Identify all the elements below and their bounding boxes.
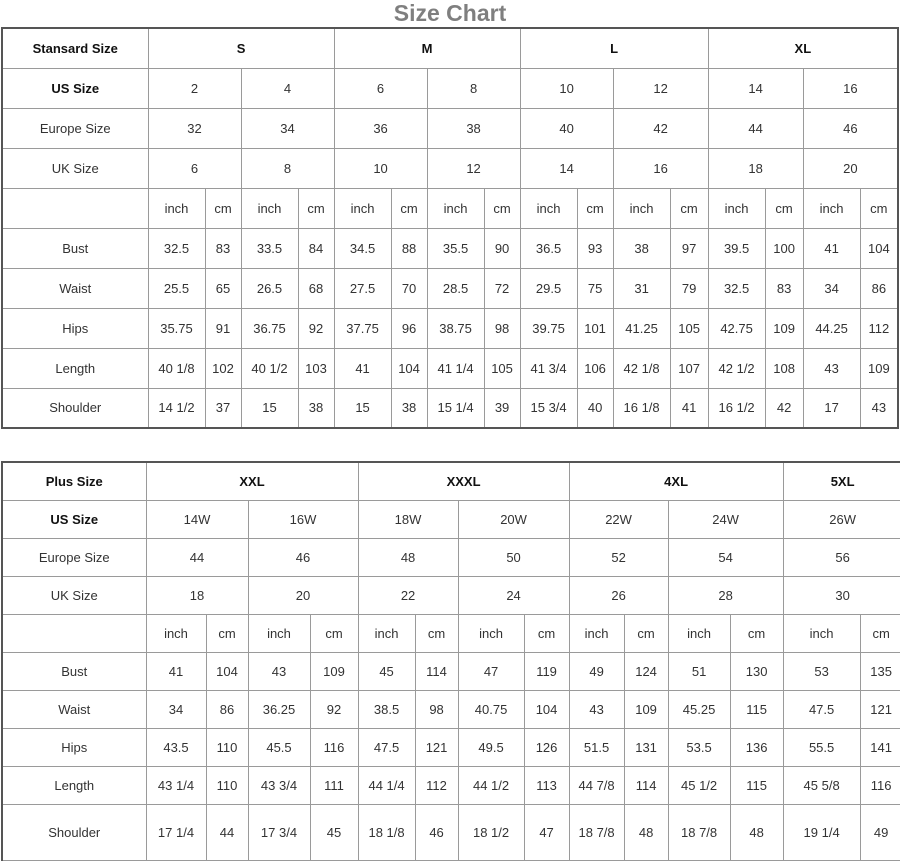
us-size-cell: 4 (241, 68, 334, 108)
europe-size-cell: 34 (241, 108, 334, 148)
size-letter-row (2, 462, 900, 500)
unit-cm-cell: cm (577, 188, 613, 228)
measure-value-cell: 91 (205, 308, 241, 348)
measure-value-cell: 83 (205, 228, 241, 268)
measure-value-cell: 104 (391, 348, 427, 388)
measure-label: Shoulder (2, 804, 146, 860)
us-size-cell: 18W (358, 500, 458, 538)
measure-value-cell: 102 (205, 348, 241, 388)
unit-row (2, 188, 898, 228)
size-letter-cell: XXL (146, 462, 358, 500)
measure-value-cell: 49 (860, 804, 900, 860)
measure-value-cell: 86 (206, 690, 248, 728)
measure-value-cell: 49 (569, 652, 624, 690)
uk-size-cell: 16 (613, 148, 708, 188)
unit-cm-cell: cm (310, 614, 358, 652)
measure-value-cell: 55.5 (783, 728, 860, 766)
measure-value-cell: 68 (298, 268, 334, 308)
unit-cm-cell: cm (205, 188, 241, 228)
measure-value-cell: 16 1/8 (613, 388, 670, 428)
measure-value-cell: 126 (524, 728, 569, 766)
measure-value-cell: 90 (484, 228, 520, 268)
measure-value-cell: 70 (391, 268, 427, 308)
unit-inch-cell: inch (427, 188, 484, 228)
measure-value-cell: 83 (765, 268, 803, 308)
measure-value-cell: 44 7/8 (569, 766, 624, 804)
measure-value-cell: 34 (803, 268, 860, 308)
unit-cm-cell: cm (298, 188, 334, 228)
europe-size-cell: 46 (803, 108, 898, 148)
unit-inch-cell: inch (520, 188, 577, 228)
measure-value-cell: 92 (310, 690, 358, 728)
unit-inch-cell: inch (458, 614, 524, 652)
us-size-row (2, 68, 898, 108)
measure-value-cell: 40.75 (458, 690, 524, 728)
measure-value-cell: 112 (860, 308, 898, 348)
measure-value-cell: 116 (860, 766, 900, 804)
measure-value-cell: 27.5 (334, 268, 391, 308)
unit-cm-cell: cm (624, 614, 668, 652)
measure-value-cell: 121 (415, 728, 458, 766)
europe-size-cell: 42 (613, 108, 708, 148)
europe-size-row (2, 108, 898, 148)
measure-value-cell: 35.5 (427, 228, 484, 268)
standard-size-table (1, 27, 899, 429)
unit-cm-cell: cm (730, 614, 783, 652)
measure-value-cell: 45.25 (668, 690, 730, 728)
size-letter-cell: 4XL (569, 462, 783, 500)
uk-size-cell: 22 (358, 576, 458, 614)
size-letter-cell: S (148, 28, 334, 68)
us-size-row (2, 500, 900, 538)
measure-value-cell: 75 (577, 268, 613, 308)
measure-value-cell: 44.25 (803, 308, 860, 348)
europe-size-label: Europe Size (2, 538, 146, 576)
europe-size-cell: 36 (334, 108, 427, 148)
measure-value-cell: 35.75 (148, 308, 205, 348)
measure-value-cell: 34 (146, 690, 206, 728)
measure-value-cell: 43 (569, 690, 624, 728)
measure-row-waist (2, 690, 900, 728)
europe-size-cell: 32 (148, 108, 241, 148)
unit-cm-cell: cm (415, 614, 458, 652)
uk-size-cell: 26 (569, 576, 668, 614)
measure-value-cell: 124 (624, 652, 668, 690)
measure-value-cell: 45 (358, 652, 415, 690)
uk-size-cell: 6 (148, 148, 241, 188)
measure-value-cell: 109 (765, 308, 803, 348)
measure-label: Hips (2, 728, 146, 766)
measure-label: Length (2, 348, 148, 388)
measure-label: Bust (2, 652, 146, 690)
measure-value-cell: 38 (613, 228, 670, 268)
europe-size-label: Europe Size (2, 108, 148, 148)
measure-value-cell: 42 1/2 (708, 348, 765, 388)
measure-value-cell: 136 (730, 728, 783, 766)
measure-value-cell: 49.5 (458, 728, 524, 766)
measure-value-cell: 37 (205, 388, 241, 428)
measure-value-cell: 53.5 (668, 728, 730, 766)
measure-value-cell: 39.5 (708, 228, 765, 268)
europe-size-cell: 52 (569, 538, 668, 576)
measure-value-cell: 111 (310, 766, 358, 804)
us-size-cell: 16W (248, 500, 358, 538)
us-size-cell: 2 (148, 68, 241, 108)
us-size-cell: 8 (427, 68, 520, 108)
measure-label: Shoulder (2, 388, 148, 428)
europe-size-cell: 48 (358, 538, 458, 576)
measure-value-cell: 15 (334, 388, 391, 428)
measure-value-cell: 100 (765, 228, 803, 268)
measure-value-cell: 104 (206, 652, 248, 690)
plus-size-table (1, 461, 900, 861)
europe-size-cell: 46 (248, 538, 358, 576)
unit-cm-cell: cm (670, 188, 708, 228)
measure-value-cell: 28.5 (427, 268, 484, 308)
measure-value-cell: 36.25 (248, 690, 310, 728)
measure-value-cell: 41 (146, 652, 206, 690)
measure-value-cell: 16 1/2 (708, 388, 765, 428)
measure-value-cell: 105 (670, 308, 708, 348)
measure-value-cell: 72 (484, 268, 520, 308)
measure-value-cell: 45 1/2 (668, 766, 730, 804)
measure-value-cell: 36.5 (520, 228, 577, 268)
measure-label: Hips (2, 308, 148, 348)
us-size-cell: 26W (783, 500, 900, 538)
measure-value-cell: 17 1/4 (146, 804, 206, 860)
measure-value-cell: 112 (415, 766, 458, 804)
measure-value-cell: 84 (298, 228, 334, 268)
measure-value-cell: 41.25 (613, 308, 670, 348)
measure-row-bust (2, 652, 900, 690)
measure-value-cell: 19 1/4 (783, 804, 860, 860)
measure-value-cell: 39.75 (520, 308, 577, 348)
us-size-cell: 16 (803, 68, 898, 108)
measure-value-cell: 79 (670, 268, 708, 308)
measure-value-cell: 37.75 (334, 308, 391, 348)
measure-value-cell: 34.5 (334, 228, 391, 268)
measure-value-cell: 40 1/2 (241, 348, 298, 388)
europe-size-cell: 44 (146, 538, 248, 576)
us-size-cell: 24W (668, 500, 783, 538)
measure-value-cell: 17 (803, 388, 860, 428)
unit-cm-cell: cm (206, 614, 248, 652)
measure-value-cell: 119 (524, 652, 569, 690)
uk-size-cell: 14 (520, 148, 613, 188)
unit-cm-cell: cm (765, 188, 803, 228)
uk-size-cell: 20 (248, 576, 358, 614)
measure-value-cell: 141 (860, 728, 900, 766)
measure-label: Length (2, 766, 146, 804)
measure-value-cell: 41 (334, 348, 391, 388)
measure-value-cell: 33.5 (241, 228, 298, 268)
europe-size-cell: 50 (458, 538, 569, 576)
measure-value-cell: 18 1/8 (358, 804, 415, 860)
unit-cm-cell: cm (860, 188, 898, 228)
measure-row-length (2, 766, 900, 804)
measure-value-cell: 14 1/2 (148, 388, 205, 428)
measure-value-cell: 43 (803, 348, 860, 388)
page-title: Size Chart (393, 0, 507, 26)
size-label-cell: Plus Size (2, 462, 146, 500)
measure-value-cell: 32.5 (708, 268, 765, 308)
measure-value-cell: 25.5 (148, 268, 205, 308)
measure-value-cell: 44 1/2 (458, 766, 524, 804)
europe-size-row (2, 538, 900, 576)
measure-row-shoulder (2, 388, 898, 428)
measure-row-bust (2, 228, 898, 268)
measure-value-cell: 15 1/4 (427, 388, 484, 428)
measure-value-cell: 130 (730, 652, 783, 690)
measure-value-cell: 106 (577, 348, 613, 388)
size-letter-cell: 5XL (783, 462, 900, 500)
measure-value-cell: 101 (577, 308, 613, 348)
us-size-cell: 14W (146, 500, 248, 538)
measure-value-cell: 18 7/8 (668, 804, 730, 860)
us-size-cell: 22W (569, 500, 668, 538)
unit-inch-cell: inch (783, 614, 860, 652)
us-size-cell: 14 (708, 68, 803, 108)
measure-value-cell: 18 7/8 (569, 804, 624, 860)
uk-size-cell: 18 (146, 576, 248, 614)
measure-value-cell: 43 3/4 (248, 766, 310, 804)
measure-value-cell: 96 (391, 308, 427, 348)
measure-value-cell: 46 (415, 804, 458, 860)
measure-value-cell: 121 (860, 690, 900, 728)
unit-inch-cell: inch (146, 614, 206, 652)
measure-value-cell: 135 (860, 652, 900, 690)
size-letter-cell: XL (708, 28, 898, 68)
measure-value-cell: 32.5 (148, 228, 205, 268)
measure-value-cell: 43 (860, 388, 898, 428)
measure-value-cell: 104 (860, 228, 898, 268)
us-size-label: US Size (2, 68, 148, 108)
us-size-cell: 20W (458, 500, 569, 538)
unit-cm-cell: cm (391, 188, 427, 228)
uk-size-cell: 28 (668, 576, 783, 614)
measure-value-cell: 115 (730, 690, 783, 728)
measure-value-cell: 48 (624, 804, 668, 860)
measure-label: Waist (2, 690, 146, 728)
measure-value-cell: 86 (860, 268, 898, 308)
measure-value-cell: 17 3/4 (248, 804, 310, 860)
us-size-cell: 10 (520, 68, 613, 108)
measure-value-cell: 110 (206, 766, 248, 804)
measure-value-cell: 103 (298, 348, 334, 388)
measure-value-cell: 36.75 (241, 308, 298, 348)
measure-row-waist (2, 268, 898, 308)
unit-inch-cell: inch (148, 188, 205, 228)
measure-value-cell: 97 (670, 228, 708, 268)
measure-value-cell: 41 3/4 (520, 348, 577, 388)
uk-size-cell: 24 (458, 576, 569, 614)
unit-inch-cell: inch (334, 188, 391, 228)
size-letter-cell: M (334, 28, 520, 68)
measure-value-cell: 114 (415, 652, 458, 690)
measure-value-cell: 53 (783, 652, 860, 690)
measure-value-cell: 113 (524, 766, 569, 804)
measure-value-cell: 114 (624, 766, 668, 804)
measure-value-cell: 29.5 (520, 268, 577, 308)
unit-cm-cell: cm (484, 188, 520, 228)
measure-value-cell: 38.5 (358, 690, 415, 728)
us-size-label: US Size (2, 500, 146, 538)
measure-value-cell: 42 (765, 388, 803, 428)
unit-inch-cell: inch (803, 188, 860, 228)
uk-size-row (2, 576, 900, 614)
measure-value-cell: 98 (415, 690, 458, 728)
measure-value-cell: 15 (241, 388, 298, 428)
europe-size-cell: 54 (668, 538, 783, 576)
measure-value-cell: 43.5 (146, 728, 206, 766)
measure-value-cell: 107 (670, 348, 708, 388)
measure-value-cell: 42 1/8 (613, 348, 670, 388)
size-letter-cell: L (520, 28, 708, 68)
size-letter-cell: XXXL (358, 462, 569, 500)
unit-cm-cell: cm (524, 614, 569, 652)
us-size-cell: 12 (613, 68, 708, 108)
measure-value-cell: 65 (205, 268, 241, 308)
measure-value-cell: 26.5 (241, 268, 298, 308)
measure-value-cell: 47 (458, 652, 524, 690)
measure-value-cell: 93 (577, 228, 613, 268)
uk-size-label: UK Size (2, 576, 146, 614)
measure-value-cell: 88 (391, 228, 427, 268)
unit-inch-cell: inch (358, 614, 415, 652)
measure-value-cell: 40 1/8 (148, 348, 205, 388)
measure-value-cell: 39 (484, 388, 520, 428)
measure-value-cell: 45.5 (248, 728, 310, 766)
measure-row-shoulder (2, 804, 900, 860)
uk-size-cell: 18 (708, 148, 803, 188)
measure-value-cell: 45 5/8 (783, 766, 860, 804)
measure-value-cell: 38 (298, 388, 334, 428)
measure-value-cell: 109 (860, 348, 898, 388)
measure-label: Bust (2, 228, 148, 268)
europe-size-cell: 44 (708, 108, 803, 148)
unit-inch-cell: inch (708, 188, 765, 228)
europe-size-cell: 38 (427, 108, 520, 148)
uk-size-cell: 10 (334, 148, 427, 188)
measure-value-cell: 41 (803, 228, 860, 268)
measure-value-cell: 47 (524, 804, 569, 860)
unit-inch-cell: inch (569, 614, 624, 652)
uk-size-cell: 8 (241, 148, 334, 188)
measure-value-cell: 109 (624, 690, 668, 728)
measure-value-cell: 51 (668, 652, 730, 690)
measure-label: Waist (2, 268, 148, 308)
measure-value-cell: 44 1/4 (358, 766, 415, 804)
measure-value-cell: 38 (391, 388, 427, 428)
measure-value-cell: 98 (484, 308, 520, 348)
measure-row-length (2, 348, 898, 388)
measure-value-cell: 116 (310, 728, 358, 766)
measure-value-cell: 42.75 (708, 308, 765, 348)
size-label-cell: Stansard Size (2, 28, 148, 68)
measure-value-cell: 38.75 (427, 308, 484, 348)
measure-value-cell: 48 (730, 804, 783, 860)
measure-value-cell: 105 (484, 348, 520, 388)
measure-value-cell: 18 1/2 (458, 804, 524, 860)
measure-value-cell: 110 (206, 728, 248, 766)
measure-row-hips (2, 728, 900, 766)
uk-size-cell: 12 (427, 148, 520, 188)
unit-inch-cell: inch (241, 188, 298, 228)
measure-value-cell: 47.5 (783, 690, 860, 728)
unit-label-blank (2, 614, 146, 652)
measure-value-cell: 108 (765, 348, 803, 388)
measure-value-cell: 43 (248, 652, 310, 690)
measure-value-cell: 41 1/4 (427, 348, 484, 388)
uk-size-cell: 30 (783, 576, 900, 614)
europe-size-cell: 56 (783, 538, 900, 576)
measure-row-hips (2, 308, 898, 348)
uk-size-label: UK Size (2, 148, 148, 188)
measure-value-cell: 41 (670, 388, 708, 428)
uk-size-cell: 20 (803, 148, 898, 188)
measure-value-cell: 43 1/4 (146, 766, 206, 804)
uk-size-row (2, 148, 898, 188)
measure-value-cell: 131 (624, 728, 668, 766)
measure-value-cell: 115 (730, 766, 783, 804)
measure-value-cell: 51.5 (569, 728, 624, 766)
measure-value-cell: 47.5 (358, 728, 415, 766)
unit-inch-cell: inch (668, 614, 730, 652)
measure-value-cell: 109 (310, 652, 358, 690)
unit-row (2, 614, 900, 652)
unit-inch-cell: inch (248, 614, 310, 652)
measure-value-cell: 45 (310, 804, 358, 860)
measure-value-cell: 104 (524, 690, 569, 728)
unit-label-blank (2, 188, 148, 228)
measure-value-cell: 40 (577, 388, 613, 428)
measure-value-cell: 44 (206, 804, 248, 860)
unit-inch-cell: inch (613, 188, 670, 228)
measure-value-cell: 31 (613, 268, 670, 308)
us-size-cell: 6 (334, 68, 427, 108)
europe-size-cell: 40 (520, 108, 613, 148)
unit-cm-cell: cm (860, 614, 900, 652)
measure-value-cell: 15 3/4 (520, 388, 577, 428)
size-letter-row (2, 28, 898, 68)
measure-value-cell: 92 (298, 308, 334, 348)
